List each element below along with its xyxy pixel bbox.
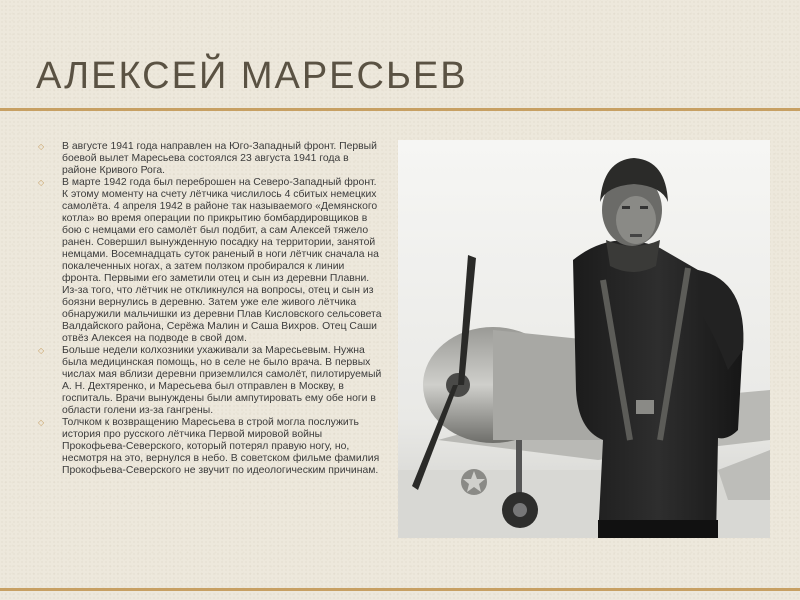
pilot-photo-illustration	[398, 140, 770, 538]
diamond-bullet-icon: ◇	[38, 142, 45, 151]
bullet-item	[38, 417, 384, 477]
bullet-text: Больше недели колхозники ухаживали за Маресьевым. Нужна была медицинская помощь, но в селе не было врача. В первых числах мая вблизи деревни приземлился самолёт, пилотируемый А. Н. Дехтяренко, и Маресьева был отправлен в Москву, в госпиталь. Врачи вынуждены были ампутировать ему обе ноги в области голени из-за гангрены.	[62, 345, 382, 416]
bullet-text: Толчком к возвращению Маресьева в строй могла послужить история про русского лётчика Первой мировой войны Прокофьева-Северского, который потерял правую ногу, но, несмотря на это, вернулся в небо. В советском фильме фамилия Прокофьева-Северского не звучит по идеологическим причинам.	[62, 417, 380, 476]
diamond-bullet-icon: ◇	[38, 418, 45, 427]
bullet-item	[38, 345, 384, 417]
bullet-text: В марте 1942 года был переброшен на Северо-Западный фронт. К этому моменту на счету лётчика числилось 4 сбитых немецких самолёта. 4 апреля 1942 в районе так называемого «Демянского котла» во время операции по прикрытию бомбардировщиков в бою с немцами его самолёт был подбит, а сам Алексей тяжело ранен. Совершил вынужденную посадку на территории, занятой немцами. Восемнадцать суток раненый в ноги лётчик сначала на покалеченных ногах, а затем ползком пробирался к линии фронта. Первыми его заметили отец и сын из деревни Плавни. Из-за того, что лётчик не откликнулся на вопросы, отец и сын из боязни вернулись в деревню. Затем уже еле живого лётчика обнаружили мальчишки из деревни Плав Кисловского сельсовета Валдайского района, Серёжа Малин и Саша Вихров. Отец Саши отвёз Алексея на подводе в свой дом.	[62, 177, 382, 344]
bullet-text: В августе 1941 года направлен на Юго-Западный фронт. Первый боевой вылет Маресьева состоялся 23 августа 1941 года в районе Кривого Рога.	[62, 141, 377, 176]
diamond-bullet-icon: ◇	[38, 346, 45, 355]
footer-divider	[0, 588, 800, 591]
slide-title: АЛЕКСЕЙ МАРЕСЬЕВ	[36, 55, 468, 97]
bullet-list	[38, 141, 384, 477]
bullet-item	[38, 177, 384, 345]
bullet-item	[38, 141, 384, 177]
pilot-photo	[398, 140, 770, 538]
diamond-bullet-icon: ◇	[38, 178, 45, 187]
title-divider	[0, 108, 800, 111]
